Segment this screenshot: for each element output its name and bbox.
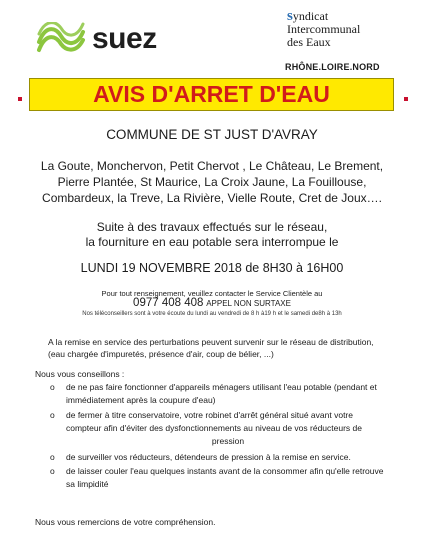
conseil-line: de ne pas faire fonctionner d'appareils ménagers utilisant l'eau potable (pendant et bbox=[66, 382, 377, 392]
conseil-line: pression bbox=[211, 436, 245, 446]
phone-note: APPEL NON SURTAXE bbox=[206, 299, 291, 308]
phone-number: 0977 408 408 bbox=[133, 297, 204, 309]
conseil-item bbox=[50, 465, 390, 491]
interruption-date: LUNDI 19 NOVEMBRE 2018 de 8H30 à 16H00 bbox=[80, 261, 344, 275]
works-line: Suite à des travaux effectués sur le réseau, bbox=[96, 220, 328, 234]
closing-text: Nous vous remercions de votre compréhension. bbox=[35, 517, 216, 527]
conseil-item bbox=[50, 409, 390, 448]
contact-hours: Nos téléconseillers sont à votre écoute du lundi au vendredi de 8 h à19 h et le samedi de8h à 13h bbox=[82, 311, 342, 317]
suez-logo-wave-icon bbox=[35, 22, 87, 54]
syndicat-line2: Intercommunal bbox=[287, 22, 361, 36]
remise-paragraph: A la remise en service des perturbations peuvent survenir sur le réseau de distribution, (eau chargée d'impuretés, présence d'air, coup de bélier, ...) bbox=[48, 337, 374, 359]
syndicat-logo-s: s bbox=[287, 8, 293, 24]
suez-logo-text: suez bbox=[92, 22, 157, 55]
bullet-icon: o bbox=[50, 382, 55, 392]
conseil-line: de fermer à titre conservatoire, votre robinet d'arrêt général situé avant votre bbox=[66, 410, 353, 420]
conseil-item bbox=[50, 381, 390, 407]
commune-title: COMMUNE DE ST JUST D'AVRAY bbox=[106, 127, 318, 142]
contact-phone-line bbox=[0, 297, 424, 309]
places-list bbox=[0, 158, 424, 206]
edge-mark-right bbox=[404, 97, 408, 101]
places-line: Combardeux, la Treve, La Rivière, Vielle Route, Cret de Joux…. bbox=[42, 191, 382, 205]
conseil-line: de surveiller vos réducteurs, détendeurs de pression à la remise en service. bbox=[66, 452, 351, 462]
bullet-icon: o bbox=[50, 466, 55, 476]
works-notice bbox=[0, 220, 424, 250]
conseil-line: de laisser couler l'eau quelques instants avant de la consommer afin qu'elle retrouve bbox=[66, 466, 384, 476]
conseil-line: compteur afin d'éviter des dysfonctionnements au niveau de vos réducteurs de bbox=[66, 423, 362, 433]
places-line: Pierre Plantée, St Maurice, La Croix Jaune, La Fouillouse, bbox=[57, 175, 367, 189]
contact-info: Pour tout renseignement, veuillez contacter le Service Clientèle au bbox=[101, 289, 323, 298]
bullet-icon: o bbox=[50, 452, 55, 462]
places-line: La Goute, Monchervon, Petit Chervot , Le Château, Le Brement, bbox=[40, 159, 384, 173]
syndicat-logo bbox=[287, 10, 411, 49]
conseils-title: Nous vous conseillons : bbox=[35, 369, 125, 379]
syndicat-region: RHÔNE.LOIRE.NORD bbox=[285, 62, 380, 72]
banner-title: AVIS D'ARRET D'EAU bbox=[29, 78, 394, 111]
works-line: la fourniture en eau potable sera interrompue le bbox=[85, 235, 339, 249]
syndicat-line3: des Eaux bbox=[287, 35, 331, 49]
syndicat-line1: yndicat bbox=[292, 9, 329, 23]
conseil-line: sa limpidité bbox=[66, 479, 109, 489]
edge-mark-left bbox=[18, 97, 22, 101]
bullet-icon: o bbox=[50, 410, 55, 420]
conseil-line: immédiatement après la coupure d'eau) bbox=[66, 395, 216, 405]
conseil-item bbox=[50, 451, 390, 464]
